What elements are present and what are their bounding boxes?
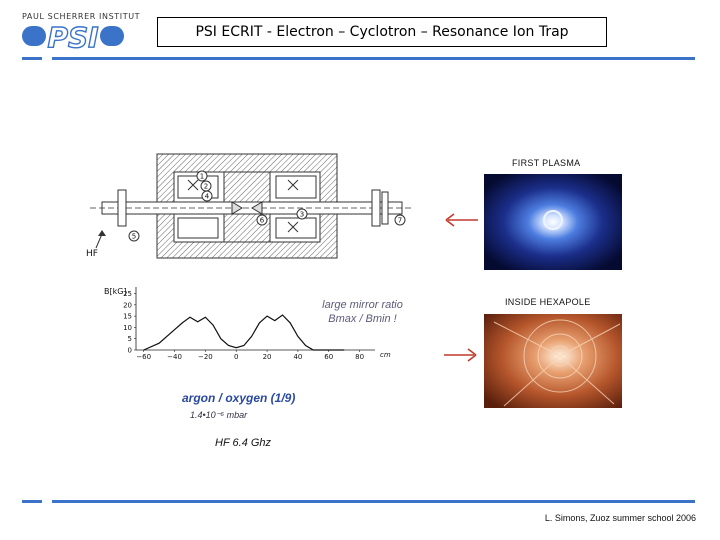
logo-caption: PAUL SCHERRER INSTITUT: [22, 12, 141, 21]
top-rule-stub: [22, 57, 42, 60]
x-tick-label: −40: [167, 353, 182, 361]
mirror-ratio-line1: large mirror ratio: [322, 299, 403, 311]
page-title-text: PSI ECRIT - Electron – Cyclotron – Resonance Ion Trap: [195, 24, 569, 40]
y-tick-label: 20: [123, 301, 132, 310]
trap-cross-section-diagram: [82, 150, 422, 262]
part-label-7: 7: [397, 216, 403, 225]
part-label-5: 5: [131, 232, 137, 241]
x-tick-label: 60: [324, 353, 334, 361]
footer-credit: L. Simons, Zuoz summer school 2006: [544, 513, 696, 523]
y-tick-label: 10: [123, 323, 132, 332]
part-label-3: 3: [299, 210, 305, 219]
gas-mixture-label: argon / oxygen (1/9): [182, 391, 296, 405]
bottom-rule-stub: [22, 500, 42, 503]
plot-x-unit: cm: [380, 351, 391, 359]
mirror-ratio-line2: Bmax / Bmin !: [328, 313, 397, 325]
part-label-2: 2: [203, 182, 209, 191]
x-tick-label: −20: [197, 353, 213, 361]
part-label-6: 6: [259, 216, 265, 225]
psi-logo: [22, 10, 132, 54]
x-tick-label: 80: [355, 353, 365, 361]
y-tick-label: 0: [127, 346, 132, 355]
page-title: [157, 17, 607, 47]
inside-hexapole-photo: [484, 314, 622, 408]
bottom-rule: [52, 500, 695, 503]
plot-y-label: B[kG]: [104, 287, 127, 296]
pressure-label: 1.4•10⁻⁶ mbar: [190, 410, 248, 420]
part-label-1: 1: [199, 172, 205, 181]
x-tick-label: −60: [136, 353, 152, 361]
left-arrow-icon: [444, 210, 480, 230]
top-rule: [52, 57, 695, 60]
part-label-4: 4: [204, 192, 210, 201]
y-tick-label: 25: [123, 290, 132, 299]
logo-text: PSI: [47, 21, 99, 54]
y-tick-label: 15: [123, 312, 132, 321]
y-tick-label: 5: [127, 335, 132, 344]
mirror-ratio-note: [300, 298, 425, 326]
x-tick-label: 40: [293, 353, 303, 361]
first-plasma-photo: [484, 174, 622, 270]
x-tick-label: 20: [262, 353, 272, 361]
right-arrow-icon: [442, 345, 478, 365]
first-plasma-label: FIRST PLASMA: [512, 158, 581, 168]
hf-input-label: HF: [86, 249, 98, 259]
x-tick-label: 0: [233, 353, 239, 361]
inside-hexapole-label: INSIDE HEXAPOLE: [505, 297, 591, 307]
hf-frequency-label: HF 6.4 Ghz: [215, 437, 272, 449]
